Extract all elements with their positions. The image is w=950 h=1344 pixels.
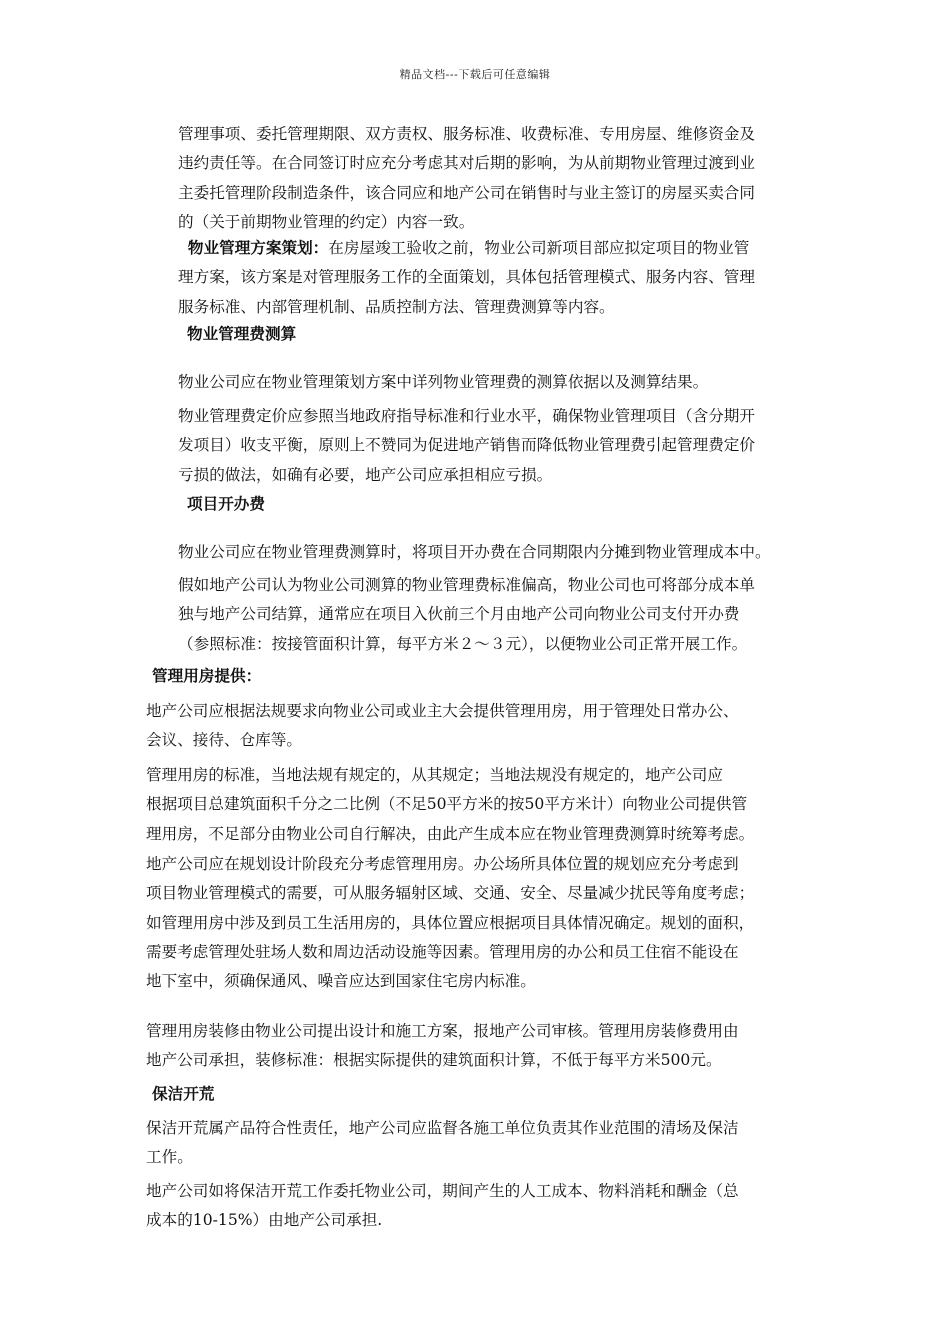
text-line: 管理事项、委托管理期限、双方责权、服务标准、收费标准、专用房屋、维修资金及: [178, 125, 755, 143]
plan-paragraph: [178, 234, 818, 322]
text-line: 地下室中，须确保通风、噪音应达到国家住宅房内标准。: [146, 972, 536, 991]
text-line: （参照标准：按接管面积计算，每平方米２～３元），以便物业公司正常开展工作。: [178, 634, 748, 653]
fee-paragraph-1: 物业公司应在物业管理策划方案中详列物业管理费的测算依据以及测算结果。: [178, 373, 709, 391]
fee-paragraph-2: [178, 402, 818, 490]
text-line: 发项目）收支平衡，原则上不赞同为促进地产销售而降低物业管理费引起管理费定价: [178, 436, 755, 455]
text-line: 保洁开荒属产品符合性责任，地产公司应监督各施工单位负责其作业范围的清场及保洁: [146, 1119, 739, 1137]
text-line: 主委托管理阶段制造条件，该合同应和地产公司在销售时与业主签订的房屋买卖合同: [178, 183, 755, 202]
cleaning-paragraph-2: [146, 1177, 826, 1236]
text-line: 的（关于前期物业管理的约定）内容一致。: [178, 212, 475, 231]
text-line: 独与地产公司结算，通常应在项目入伙前三个月由地产公司向物业公司支付开办费: [178, 605, 740, 624]
plan-title: 物业管理方案策划：: [187, 239, 329, 257]
text-line: 项目物业管理模式的需要，可从服务辐射区域、交通、安全、尽量减少扰民等角度考虑；: [146, 884, 755, 903]
cleaning-paragraph-1: [146, 1114, 826, 1173]
section-title-cleaning: 保洁开荒: [152, 1085, 215, 1103]
text-line: 理方案，该方案是对管理服务工作的全面策划，具体包括管理模式、服务内容、管理: [178, 268, 755, 287]
startup-paragraph-1: 物业公司应在物业管理费测算时，将项目开办费在合同期限内分摊到物业管理成本中。: [178, 543, 771, 561]
text-line: 会议、接待、仓库等。: [146, 731, 302, 750]
text-line: 工作。: [146, 1148, 193, 1167]
housing-paragraph-4: [146, 1017, 826, 1076]
intro-paragraph: [178, 120, 818, 237]
text-line: 地产公司如将保洁开荒工作委托物业公司，期间产生的人工成本、物料消耗和酬金（总: [146, 1182, 739, 1200]
text-line: 假如地产公司认为物业公司测算的物业管理费标准偏高，物业公司也可将部分成本单: [178, 576, 755, 594]
text-line: 根据项目总建筑面积千分之二比例（不足50平方米的按50平方米计）向物业公司提供管: [146, 795, 748, 814]
text-line: 物业管理费定价应参照当地政府指导标准和行业水平，确保物业管理项目（含分期开: [178, 407, 755, 425]
text-line: 成本的10-15%）由地产公司承担.: [146, 1211, 383, 1230]
section-title-housing: 管理用房提供：: [152, 667, 262, 685]
text-line: 亏损的做法，如确有必要，地产公司应承担相应亏损。: [178, 465, 553, 484]
text-line: 地产公司承担，装修标准：根据实际提供的建筑面积计算，不低于每平方米500元。: [146, 1051, 722, 1070]
text-line: 需要考虑管理处驻场人数和周边活动设施等因素。管理用房的办公和员工住宿不能设在: [146, 942, 739, 961]
text-line: 如管理用房中涉及到员工生活用房的，具体位置应根据项目具体情况确定。规划的面积，: [146, 913, 755, 932]
text-line: 服务标准、内部管理机制、品质控制方法、管理费测算等内容。: [178, 297, 615, 316]
housing-paragraph-3: [146, 850, 826, 996]
section-title-startup: 项目开办费: [187, 495, 265, 513]
page-header: 精品文档---下载后可任意编辑: [399, 68, 551, 81]
text-line: 地产公司应在规划设计阶段充分考虑管理用房。办公场所具体位置的规划应充分考虑到: [146, 855, 739, 873]
text-line: 违约责任等。在合同签订时应充分考虑其对后期的影响，为从前期物业管理过渡到业: [178, 154, 755, 173]
startup-paragraph-2: [178, 571, 828, 659]
text-line: 理用房，不足部分由物业公司自行解决，由此产生成本应在物业管理费测算时统筹考虑。: [146, 824, 755, 843]
housing-paragraph-2: [146, 761, 826, 849]
text-line: 地产公司应根据法规要求向物业公司或业主大会提供管理用房，用于管理处日常办公、: [146, 702, 739, 720]
text-line: 管理用房的标准，当地法规有规定的，从其规定；当地法规没有规定的，地产公司应: [146, 766, 723, 784]
section-title-fee: 物业管理费测算: [187, 325, 297, 343]
text-line: 管理用房装修由物业公司提出设计和施工方案，报地产公司审核。管理用房装修费用由: [146, 1022, 739, 1040]
housing-paragraph-1: [146, 697, 826, 756]
text-line: 物业管理方案策划：在房屋竣工验收之前，物业公司新项目部应拟定项目的物业管: [187, 239, 750, 257]
